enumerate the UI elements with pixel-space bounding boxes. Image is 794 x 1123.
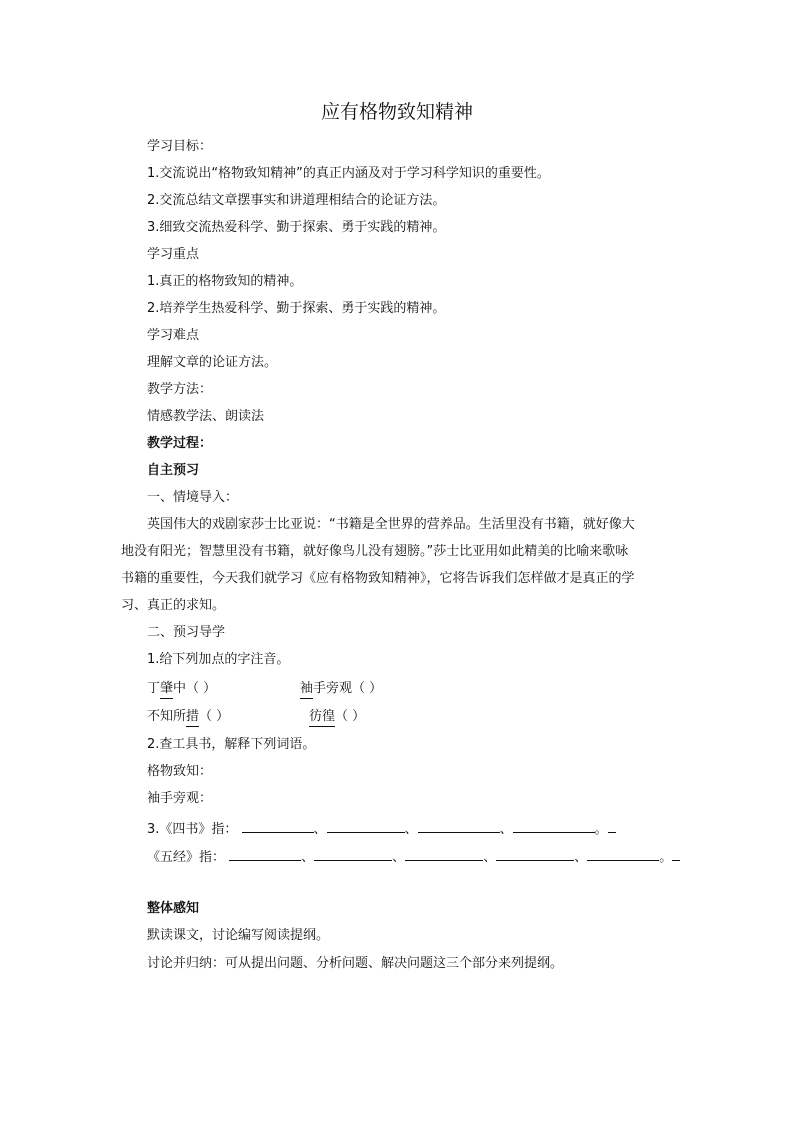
- intro-paragraph-line: 书籍的重要性，今天我们就学习《应有格物致知精神》，它将告诉我们怎样做才是真正的学: [121, 571, 635, 586]
- process-heading: 教学过程：: [147, 436, 213, 451]
- question-2: 2.查工具书，解释下列词语。: [147, 737, 316, 752]
- term-label: 格物致知：: [147, 764, 213, 779]
- self-study-heading: 自主预习: [147, 463, 200, 478]
- pinyin-word: 不知所措（ ）: [147, 708, 229, 727]
- key-point-item: 2.培养学生热爱科学、勤于探索、勇于实践的精神。: [147, 301, 446, 316]
- pinyin-word: 彷徨（ ）: [309, 708, 365, 727]
- guide-heading: 二、预习导学: [147, 625, 226, 640]
- objectives-heading: 学习目标：: [147, 139, 213, 154]
- dotted-char: 彷徨: [309, 708, 335, 727]
- question-3-five-classics: 《五经》指： 、 、 、 、 。: [147, 846, 680, 867]
- dotted-char: 肇: [160, 680, 173, 699]
- method-heading: 教学方法：: [147, 382, 213, 397]
- dotted-char: 袖: [300, 680, 313, 699]
- answer-blank[interactable]: [229, 846, 301, 861]
- answer-blank[interactable]: [242, 818, 314, 833]
- dotted-char: 措: [186, 708, 199, 727]
- answer-blank[interactable]: [418, 818, 500, 833]
- objective-item: 3.细致交流热爱科学、勤于探索、勇于实践的精神。: [147, 220, 446, 235]
- answer-blank[interactable]: [314, 846, 392, 861]
- pinyin-word: 丁肇中（ ）: [147, 680, 216, 699]
- difficulty-heading: 学习难点: [147, 328, 200, 343]
- key-point-item: 1.真正的格物致知的精神。: [147, 274, 303, 289]
- intro-heading: 一、情境导入：: [147, 490, 239, 505]
- pinyin-word: 袖手旁观（ ）: [300, 680, 382, 699]
- method-text: 情感教学法、朗读法: [147, 409, 265, 424]
- question-3-four-books: 3.《四书》指： 、 、 、 。: [147, 818, 616, 839]
- objective-item: 1.交流说出“格物致知精神”的真正内涵及对于学习科学知识的重要性。: [147, 166, 550, 181]
- term-label: 袖手旁观：: [147, 791, 213, 806]
- intro-paragraph-line: 地没有阳光；智慧里没有书籍，就好像鸟儿没有翅膀。”莎士比亚用如此精美的比喻来歌咏: [121, 544, 629, 559]
- answer-blank: [608, 818, 616, 833]
- overall-line: 默读课文，讨论编写阅读提纲。: [147, 928, 330, 943]
- answer-blank[interactable]: [405, 846, 483, 861]
- overall-heading: 整体感知: [147, 901, 200, 916]
- answer-blank: [672, 846, 680, 861]
- answer-blank[interactable]: [496, 846, 574, 861]
- intro-paragraph-line: 习、真正的求知。: [121, 598, 226, 613]
- key-points-heading: 学习重点: [147, 247, 200, 262]
- objective-item: 2.交流总结文章摆事实和讲道理相结合的论证方法。: [147, 193, 446, 208]
- answer-blank[interactable]: [587, 846, 659, 861]
- answer-blank[interactable]: [327, 818, 405, 833]
- answer-blank[interactable]: [513, 818, 595, 833]
- overall-line: 讨论并归纳：可从提出问题、分析问题、解决问题这三个部分来列提纲。: [147, 956, 564, 971]
- intro-paragraph-line: 英国伟大的戏剧家莎士比亚说：“书籍是全世界的营养品。生活里没有书籍，就好像大: [147, 517, 635, 532]
- question-1: 1.给下列加点的字注音。: [147, 652, 290, 667]
- difficulty-text: 理解文章的论证方法。: [147, 355, 278, 370]
- page-title: 应有格物致知精神: [320, 101, 473, 123]
